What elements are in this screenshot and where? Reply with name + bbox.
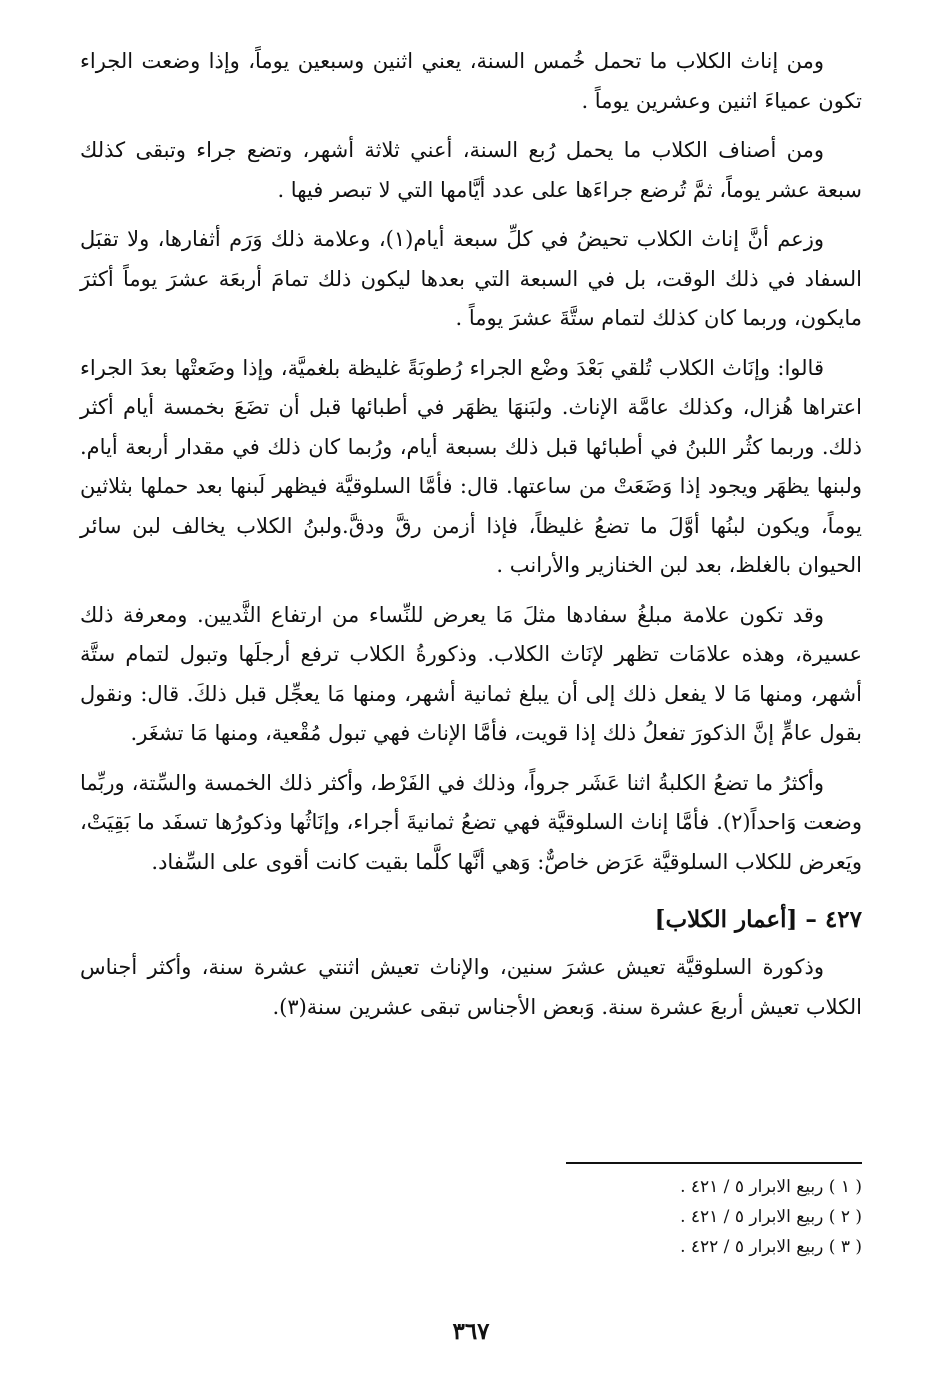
paragraph-4: قالوا: وإنَاث الكلاب تُلقي بَعْدَ وضْع الجراء رُطوبَةً غليظة بلغميَّة، وإذا وضَعتْها بعدَ الجراء اعتراها هُزال، وكذلك عامَّة الإناث. ولبَنهَا يظهَر في أطبائها قبل أن تضَعَ بخمسة أيام أكثر ذلك. وربما كثُر اللبنُ في أطبائها قبل ذلك بسبعة أيام، ورُبما كان ذلك في مقدار أربعة أيام. ولبنها يظهَر ويجود إذا وَضَعَتْ من ساعتها. قال: فأمَّا السلوقيَّة فيظهر لَبنها بعد حملها بثلاثين يوماً، ويكون لبنُها أوَّلَ ما تضعُ غليظاً، فإذا أزمن رقَّ ودقَّ.ولبنُ الكلاب يخالف لبن سائر الحيوان بالغلظ، بعد لبن الخنازير والأرانب . (80, 355, 862, 577)
footnote-divider (566, 1162, 862, 1164)
paragraph-6: وأكثرُ ما تضعُ الكلبةُ اثنا عَشَر جرواً، وذلك في الفَرْط، وأكثر ذلك الخمسة والسِّتة، وربِّما وضعت وَاحداً(٢). فأمَّا إناث السلوقيَّة فهي تضعُ ثمانيةَ أجراء، وإنَاثُها وذكورُها تسفَد ما بَقِيَتْ، ويَعرض للكلاب السلوقيَّة عَرَض خاصٌّ: وَهي أنَّها كلَّما بقيت كانت أقوى على السِّفاد. (80, 770, 862, 874)
paragraph-final: وذكورة السلوقيَّة تعيش عشرَ سنين، والإناث تعيش اثنتي عشرة سنة، وأكثر أجناس الكلاب تعيش أربعَ عشرة سنة. وَبعض الأجناس تبقى عشرين سنة(٣). (80, 955, 862, 1019)
footnote-1: ( ١ ) ربيع الابرار ٥ / ٤٢١ . (680, 1177, 862, 1197)
page-number: ٣٦٧ (452, 1318, 490, 1345)
main-text (80, 42, 862, 1037)
footnote-2: ( ٢ ) ربيع الابرار ٥ / ٤٢١ . (680, 1207, 862, 1227)
paragraph-2: ومن أصناف الكلاب ما يحمل رُبع السنة، أعني ثلاثة أشهر، وتضع جراء وتبقى كذلك سبعة عشر يوماً، ثمَّ تُرضع جراءَها على عدد أيَّامها التي لا تبصر فيها . (80, 138, 862, 202)
paragraph-3: وزعم أنَّ إناث الكلاب تحيضُ في كلِّ سبعة أيام(١)، وعلامة ذلك وَرَم أثفارها، ولا تقبَل السفاد في ذلك الوقت، بل في السبعة التي بعدها ليكون ذلك تمامَ أربعَة عشرَ يوماً أكثرَ مايكون، وربما كان كذلك لتمام ستَّةَ عشرَ يوماً . (80, 227, 862, 330)
paragraph-5: وقد تكون علامة مبلغُ سفادها مثلَ مَا يعرض للنِّساء من ارتفاع الثَّديين. ومعرفة ذلك عسيرة، وهذه علامَات تظهر لإنَاث الكلاب. وذكورةُ الكلاب ترفع أرجلَها وتبول لتمام ستَّة أشهر، ومنها مَا لا يفعل ذلك إلى أن يبلغ ثمانية أشهر، ومنها مَا يعجِّل قبل ذلكَ. قال: ونقول بقول عامٍّ إنَّ الذكورَ تفعلُ ذلك إذا قويت، فأمَّا الإناث فهي تبول مُقْعية، ومنها مَا تشغَر. (80, 602, 862, 745)
footnotes (442, 1172, 862, 1262)
paragraph-1: ومن إناث الكلاب ما تحمل خُمس السنة، يعني اثنين وسبعين يوماً، وإذا وضعت الجراء تكون عمياءَ اثنين وعشرين يوماً . (80, 49, 862, 113)
section-heading: ٤٢٧ – [أعمار الكلاب] (654, 906, 862, 933)
footnote-3: ( ٣ ) ربيع الابرار ٥ / ٤٢٢ . (680, 1237, 862, 1257)
